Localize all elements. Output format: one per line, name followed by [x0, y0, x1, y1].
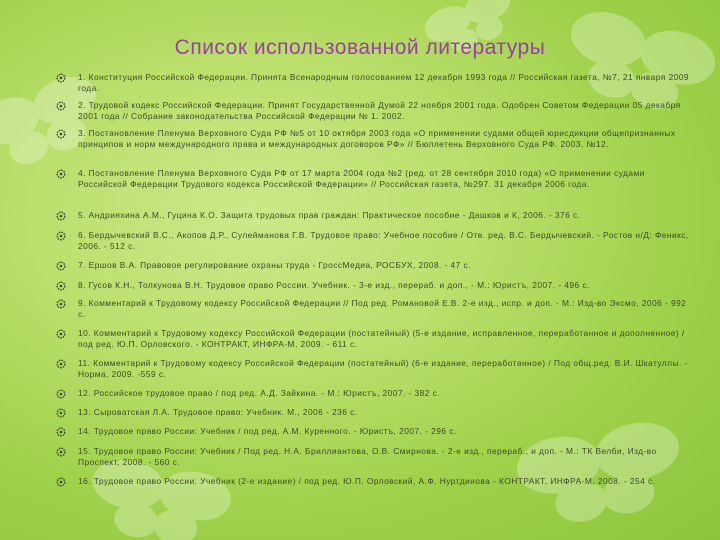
list-item-text: 12. Российское трудовое право / под ред. А.Д. Зайкина. - М.: Юристъ, 2007. - 382 с. [78, 388, 441, 398]
gear-bullet-icon [56, 408, 66, 418]
list-item-text: 5. Андрияхина А.М., Гуцина К.О. Защита трудовых прав граждан: Практическое пособие - Дашков и К, 2006. - 376 с. [78, 210, 581, 220]
gear-bullet-icon [56, 231, 66, 241]
gear-bullet-icon [56, 329, 66, 339]
gear-bullet-icon [56, 101, 66, 111]
list-item-text: 4. Постановление Пленума Верховного Суда РФ от 17 марта 2004 года №2 (ред. от 28 сентября 2010 года) «О применении судами Российской Федерации Трудового кодекса Российской Федерации» // Российская газета, №297. 31 декабря 2006 года. [78, 168, 645, 189]
gear-bullet-icon [56, 211, 66, 221]
list-item-text: 10. Комментарий к Трудовому кодексу Российской Федерации (постатейный) (5-е издание, исправленное, переработанное и дополненное) / под ред. Ю.П. Орловского. - КОНТРАКТ, ИНФРА-М, 2009. - 611 с. [78, 328, 685, 349]
gear-bullet-icon [56, 299, 66, 309]
gear-bullet-icon [56, 447, 66, 457]
gear-bullet-icon [56, 129, 66, 139]
list-item-text: 3. Постановление Пленума Верховного Суда РФ №5 от 10 октября 2003 года «О применении судами общей юрисдикции общепризнанных принципов и норм международного права и международных договоров РФ» // Бюллетень Верховного Суда РФ. 2003. №12. [78, 128, 676, 149]
list-item-text: 2. Трудовой кодекс Российской Федерации. Принят Государственной Думой 22 ноября 2001 года. Одобрен Советом Федерации 05 декабря 2001 года // Собрание законодательства Российской Федерации № 1. 2002. [78, 100, 681, 121]
list-item-text: 16. Трудовое право России: Учебник (2-е издание) / под ред. Ю.П. Орловский, А.Ф. Нуртдинова - КОНТРАКТ, ИНФРА-М, 2008. - 254 с. [78, 476, 656, 486]
list-item-text: 14. Трудовое право России: Учебник / под ред. А.М. Куренного. - Юристъ, 2007. - 296 с. [78, 426, 457, 436]
gear-bullet-icon [56, 281, 66, 291]
list-item-text: 11. Комментарий к Трудовому кодексу Российской Федерации (постатейный) (6-е издание, переработанное) / Под общ.ред. В.И. Шкатуллы. - Норма, 2009. -559 с. [78, 358, 688, 379]
list-item-text: 15. Трудовое право России: Учебник / Под ред. Н.А. Бриллиантова, О.В. Смирнова. - 2-е изд., перераб., и доп. - М.: ТК Велби, Изд-во Проспект, 2008. - 560 с. [78, 446, 657, 467]
gear-bullet-icon [56, 169, 66, 179]
gear-bullet-icon [56, 389, 66, 399]
list-item-text: 1. Конституция Российской Федерации. Принята Всенародным голосованием 12 декабря 1993 года // Российская газета, №7, 21 января 2009 года. [78, 72, 689, 93]
list-item-text: 6. Бердычевский В.С., Акопов Д.Р., Сулейманова Г.В. Трудовое право: Учебное пособие / Отв. ред. В.С. Бердычевский. - Ростов н/Д: Феникс, 2006. - 512 с. [78, 230, 689, 251]
gear-bullet-icon [56, 261, 66, 271]
slide-title: Список использованной литературы [174, 36, 546, 59]
gear-bullet-icon [56, 427, 66, 437]
list-item-text: 7. Ершов В.А. Правовое регулирование охраны труда - ГроссМедиа, РОСБУХ, 2008. - 47 с. [78, 260, 471, 270]
list-item-text: 8. Гусов К.Н., Толкунова В.Н. Трудовое право России. Учебник. - 3-е изд., перераб. и доп., - М.: Юристъ, 2007. - 496 с. [78, 280, 590, 290]
list-item-text: 9. Комментарий к Трудовому кодексу Российской Федерации // Под ред. Романовой Е.В. 2-е изд., испр. и доп. - М.: Изд-во Эксмо, 2006 - 992 с. [78, 298, 687, 319]
gear-bullet-icon [56, 477, 66, 487]
gear-bullet-icon [56, 359, 66, 369]
gear-bullet-icon [56, 73, 66, 83]
list-item-text: 13. Сыроватская Л.А. Трудовое право: Учебник. М., 2006 - 236 с. [78, 407, 358, 417]
